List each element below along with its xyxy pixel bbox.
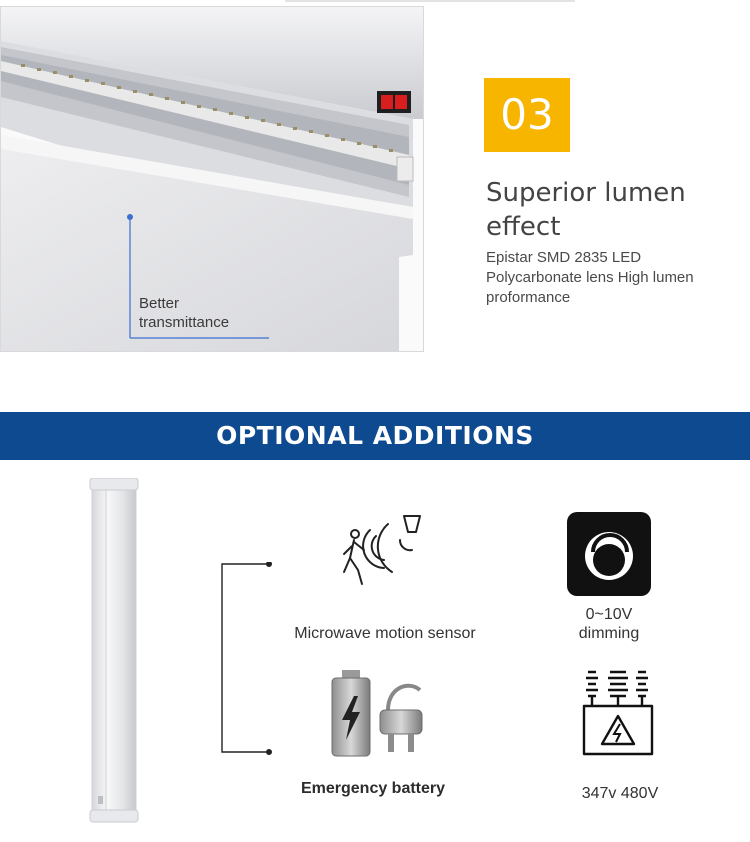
option-label-dimming-line-1: 0~10V: [585, 606, 633, 623]
feature-title-line-2: effect: [486, 212, 561, 242]
option-label-motion-sensor: [270, 624, 500, 643]
option-label-dimming-line-2: dimming: [578, 625, 640, 642]
option-label-motion-sensor-text: Microwave motion sensor: [294, 625, 476, 642]
feature-desc-line-1: Epistar SMD 2835 LED: [486, 249, 642, 266]
options-bracket: [221, 562, 273, 756]
battery-plug-icon: [330, 668, 434, 760]
section-banner: OPTIONAL ADDITIONS: [0, 412, 750, 460]
top-divider: [285, 0, 575, 2]
feature-desc-line-3: proformance: [486, 289, 571, 306]
feature-title-line-1: Superior lumen: [486, 178, 686, 208]
callout-line-2: transmittance: [139, 314, 230, 331]
motion-sensor-icon: [340, 510, 426, 590]
feature-desc-line-2: Polycarbonate lens High lumen: [486, 269, 694, 286]
callout-line-1: Better: [139, 295, 180, 312]
feature-title: [486, 176, 746, 244]
product-photo: [0, 6, 424, 352]
option-label-dimming: [560, 605, 658, 643]
feature-description: [486, 248, 750, 308]
option-label-emergency-battery: [282, 779, 464, 798]
transformer-icon: [580, 668, 656, 760]
photo-callout: [139, 294, 299, 332]
feature-number-badge: 03: [484, 78, 570, 152]
fixture-tube-image: [88, 478, 140, 824]
dimming-icon: [567, 512, 651, 596]
option-label-voltage: [560, 784, 680, 803]
option-label-voltage-text: 347v 480V: [581, 785, 659, 802]
option-label-emergency-battery-text: Emergency battery: [300, 780, 446, 797]
